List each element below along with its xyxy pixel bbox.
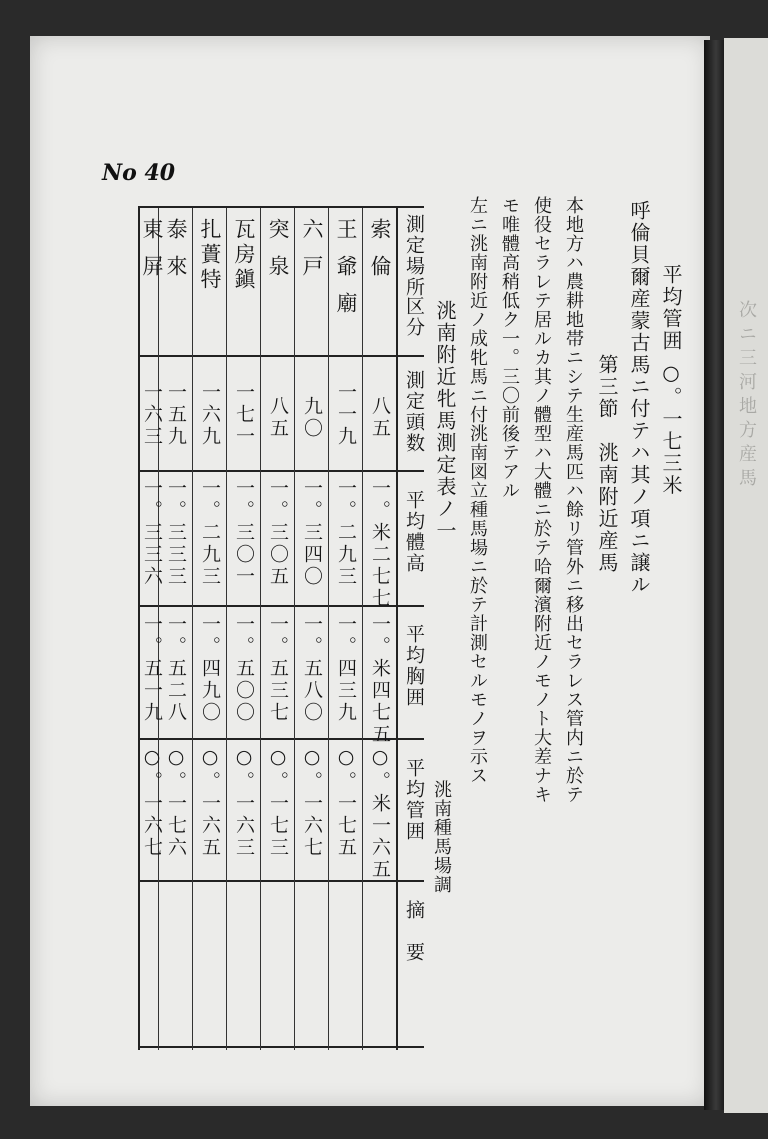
header-column-rule <box>396 208 398 1050</box>
text-line-2: 呼倫貝爾産蒙古馬ニ付テハ其ノ項ニ譲ル <box>627 200 651 596</box>
column-rule <box>362 208 363 1050</box>
header-chest: 平均胸囲 <box>403 624 425 708</box>
table-title: 洮南附近牝馬測定表ノ一 <box>433 300 457 542</box>
row-chest: 一。五二八 <box>165 614 187 724</box>
row-count: 八五 <box>369 396 391 440</box>
row-height: 一。二九三 <box>335 478 357 588</box>
corner-header-category: 区分 <box>403 296 425 338</box>
row-place: 瓦房鎭 <box>232 218 256 293</box>
row-place: 王爺廟 <box>334 218 358 329</box>
header-remarks: 摘 要 <box>403 900 425 963</box>
row-place: 泰來 <box>164 218 188 292</box>
row-place: 扎蕢特 <box>198 218 222 293</box>
section-title: 第三節 洮南附近産馬 <box>595 354 619 574</box>
row-cannon: ○。一七六 <box>165 746 187 859</box>
column-rule <box>260 208 261 1050</box>
row-cannon: ○。一七五 <box>335 746 357 859</box>
row-height: 一。二九三 <box>199 478 221 588</box>
header-cannon: 平均管囲 <box>403 758 425 842</box>
row-place: 東屏 <box>140 218 164 292</box>
row-chest: 一。米四七五 <box>369 614 391 746</box>
text-line-3: 本地方ハ農耕地帯ニシテ生産馬匹ハ餘リ管外ニ移出セラレス管内ニ於テ <box>563 196 584 804</box>
row-cannon: ○。一七三 <box>267 746 289 859</box>
row-place: 突泉 <box>266 218 290 292</box>
corner-header-place: 測定場所 <box>403 214 425 298</box>
row-count: 一一九 <box>335 382 357 448</box>
column-rule <box>192 208 193 1050</box>
row-cannon: ○。一六七 <box>301 746 323 859</box>
row-height: 一。三〇一 <box>233 478 255 588</box>
header-rule <box>138 355 424 357</box>
row-count: 一六九 <box>199 382 221 448</box>
text-line-5: モ唯體高稍低ク一。三〇前後テアル <box>499 196 520 500</box>
page-number: No 40 <box>102 160 176 186</box>
row-chest: 一。五三七 <box>267 614 289 724</box>
row-chest: 一。五八〇 <box>301 614 323 724</box>
row-cannon: ○。一六五 <box>199 746 221 859</box>
row-cannon: ○。一六三 <box>233 746 255 859</box>
row-height: 一。三三六 <box>141 478 163 588</box>
row-height: 一。三四〇 <box>301 478 323 588</box>
row-place: 索倫 <box>368 218 392 292</box>
text-line-6: 左ニ洮南附近ノ成牝馬ニ付洮南図立種馬場ニ於テ計測セルモノヲ示ス <box>467 196 488 785</box>
row-count: 一五九 <box>165 382 187 448</box>
book-spine <box>704 40 724 1110</box>
row-rule-1 <box>138 470 424 472</box>
header-count: 測定頭数 <box>403 370 425 454</box>
table-bottom-rule <box>138 1046 424 1048</box>
column-rule <box>226 208 227 1050</box>
row-height: 一。三三三 <box>165 478 187 588</box>
table-top-rule <box>138 206 424 208</box>
row-count: 一七一 <box>233 382 255 448</box>
column-rule <box>294 208 295 1050</box>
adjacent-page <box>724 38 768 1113</box>
row-count: 一六三 <box>141 382 163 448</box>
row-height: 一。三〇五 <box>267 478 289 588</box>
measurement-table <box>124 200 424 1048</box>
text-line-1: 平均管囲 ○。一七三米 <box>659 264 683 497</box>
header-height: 平均體高 <box>403 490 425 574</box>
row-chest: 一。五〇〇 <box>233 614 255 724</box>
row-chest: 一。五一九 <box>141 614 163 724</box>
row-chest: 一。四九〇 <box>199 614 221 724</box>
row-place: 六戸 <box>300 218 324 292</box>
column-rule <box>328 208 329 1050</box>
text-line-4: 使役セラレテ居ルカ其ノ體型ハ大體ニ於テ哈爾濱附近ノモノト大差ナキ <box>531 196 552 804</box>
table-source: 洮南種馬場調 <box>431 780 452 894</box>
row-chest: 一。四三九 <box>335 614 357 724</box>
row-height: 一。米二七七 <box>369 478 391 610</box>
adjacent-page-text: 次ニ三河地方産馬 <box>736 300 757 492</box>
row-cannon: ○。一六七 <box>141 746 163 859</box>
row-count: 八五 <box>267 396 289 440</box>
row-cannon: ○。米一六五 <box>369 746 391 881</box>
row-count: 九〇 <box>301 396 323 440</box>
